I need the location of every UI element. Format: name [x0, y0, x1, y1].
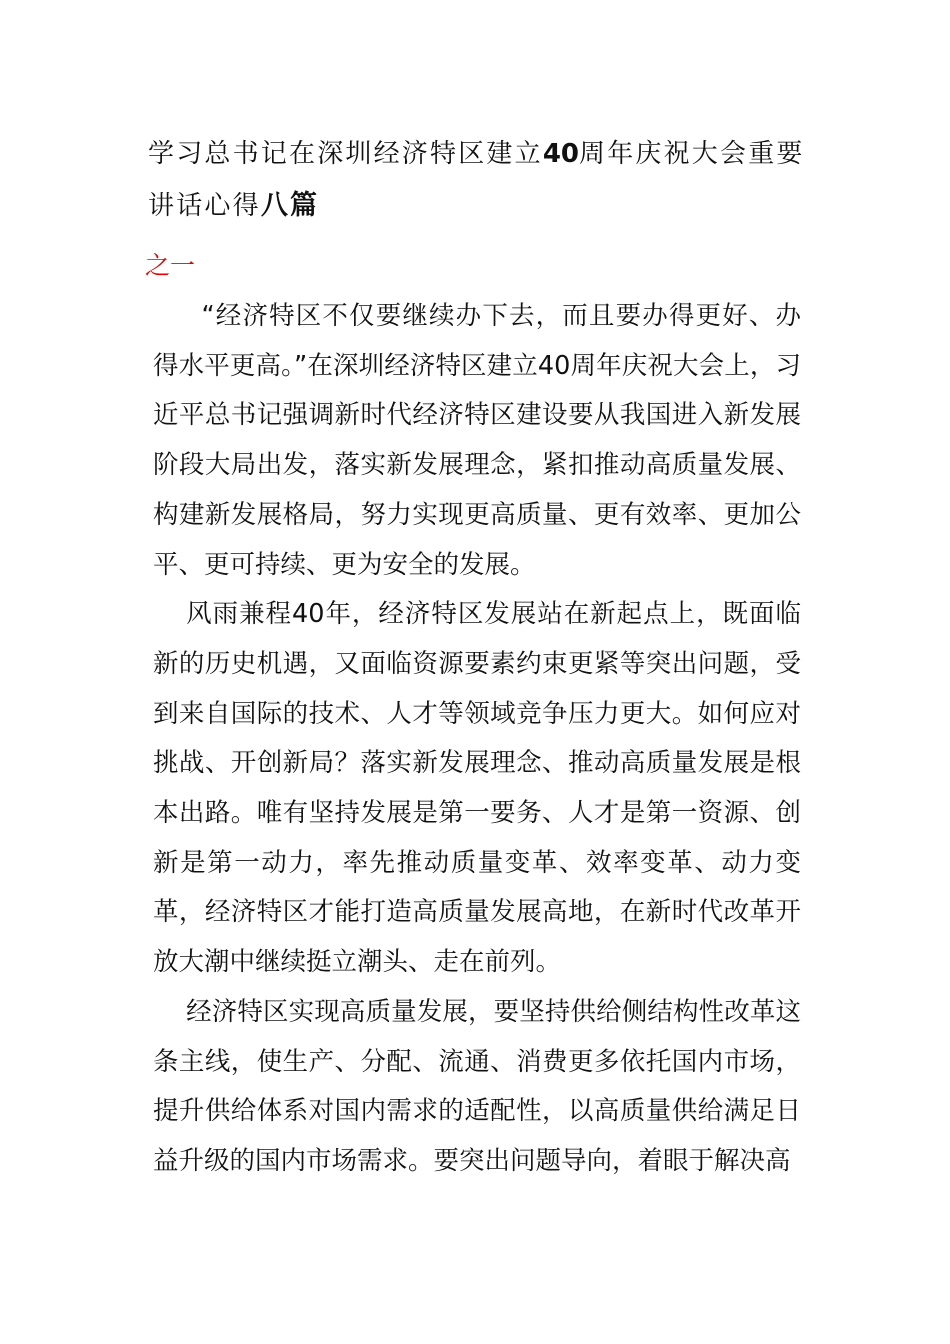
title-number: 40 — [542, 139, 579, 169]
title-emphasis: 八篇 — [260, 190, 320, 221]
section-label: 之一 — [145, 251, 196, 280]
paragraph-3: 经济特区实现高质量发展，要坚持供给侧结构性改革这条主线，使生产、分配、流通、消费更多依托国内市场，提升供给体系对国内需求的适配性，以高质量供给满足日益升级的国内市场需求。要突出问题导向，着眼于解决高 — [153, 996, 801, 1176]
paragraph-1: “经济特区不仅要继续办下去，而且要办得更好、办得水平更高。”在深圳经济特区建立40周年庆祝大会上，习近平总书记强调新时代经济特区建设要从我国进入新发展阶段大局出发，落实新发展理念，紧扣推动高质量发展、构建新发展格局，努力实现更高质量、更有效率、更加公平、更可持续、更为安全的发展。 — [153, 301, 801, 580]
paragraph-2: 风雨兼程40年，经济特区发展站在新起点上，既面临新的历史机遇，又面临资源要素约束更紧等突出问题，受到来自国际的技术、人才等领域竞争压力更大。如何应对挑战、开创新局？落实新发展理念、推动高质量发展是根本出路。唯有坚持发展是第一要务、人才是第一资源、创新是第一动力，率先推动质量变革、效率变革、动力变革，经济特区才能打造高质量发展高地，在新时代改革开放大潮中继续挺立潮头、走在前列。 — [153, 599, 801, 978]
title-text-part2: 周年庆祝大会重要讲话心得 — [148, 139, 805, 221]
document-title — [148, 128, 808, 232]
title-text-part1: 学习总书记在深圳经济特区建立 — [148, 139, 543, 169]
body-text — [153, 292, 801, 1187]
